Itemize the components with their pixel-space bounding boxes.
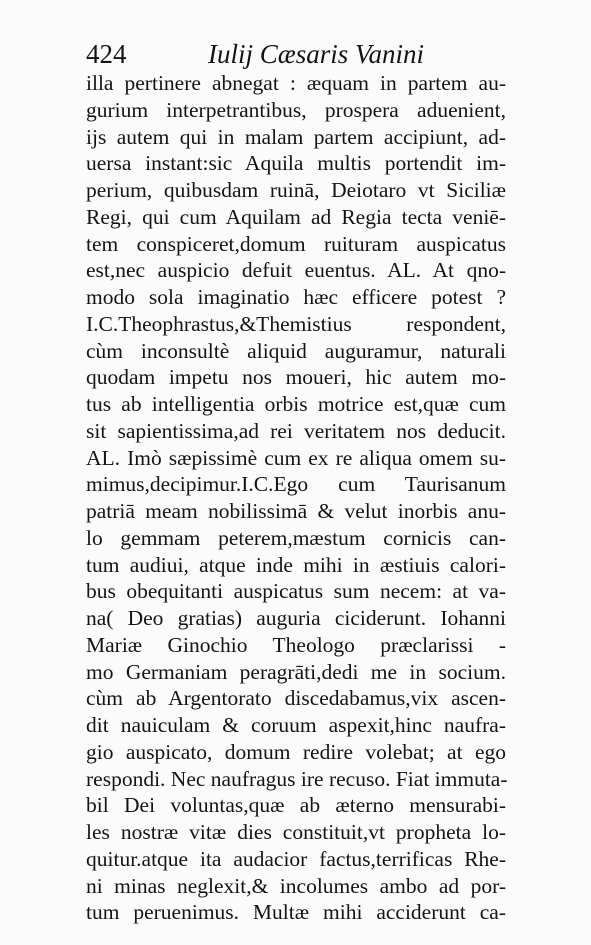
text-line: ijs autem qui in malam partem accipiunt, ad- bbox=[86, 124, 506, 149]
text-line: ni minas neglexit,& incolumes ambo ad por- bbox=[86, 873, 506, 898]
text-line: Mariæ Ginochio Theologo præclarissi - bbox=[86, 632, 506, 657]
text-line: patriā meam nobilissimā & velut inorbis anu- bbox=[86, 499, 506, 523]
text-line: Regi, qui cum Aquilam ad Regia tecta veniē- bbox=[86, 204, 506, 229]
text-line: tum audiui, atque inde mihi in æstiuis calori- bbox=[86, 552, 506, 577]
text-line: mimus,decipimur.I.C.Ego cum Taurisanum bbox=[86, 472, 506, 497]
text-line: modo sola imaginatio hæc efficere potest ? bbox=[86, 285, 506, 309]
text-line: dit nauiculam & coruum aspexit,hinc naufra- bbox=[86, 713, 506, 737]
text-line: perium, quibusdam ruinā, Deiotaro vt Siciliæ bbox=[86, 178, 506, 202]
text-line: gio auspicato, domum redire volebat; at ego bbox=[86, 739, 506, 764]
text-line: quodam impetu nos moueri, hic autem mo- bbox=[86, 365, 506, 390]
text-line: lo gemmam peterem,mæstum cornicis can- bbox=[86, 525, 506, 550]
text-line: na( Deo gratias) auguria ciciderunt. Iohanni bbox=[86, 606, 506, 630]
page-number: 424 bbox=[86, 39, 127, 69]
text-line: cùm inconsultè aliquid auguramur, naturali bbox=[86, 338, 506, 363]
text-line: tum peruenimus. Multæ mihi acciderunt ca- bbox=[86, 900, 506, 925]
text-line: cùm ab Argentorato discedabamus,vix ascen- bbox=[86, 686, 506, 711]
text-line: sit sapientissima,ad rei veritatem nos deducit. bbox=[86, 418, 506, 443]
text-line: respondi. Nec naufragus ire recuso. Fiat immuta- bbox=[86, 766, 508, 791]
text-line: bil Dei voluntas,quæ ab æterno mensurabi- bbox=[86, 793, 506, 818]
text-line: AL. Imò sæpissimè cum ex re aliqua omem su- bbox=[86, 445, 506, 470]
text-line: I.C.Theophrastus,&Themistius respondent, bbox=[86, 311, 506, 336]
text-line: uersa instant:sic Aquila multis portendit im- bbox=[86, 151, 506, 176]
text-line: bus obequitanti auspicatus sum necem: at va- bbox=[86, 579, 506, 604]
text-line: est,nec auspicio defuit euentus. AL. At qno- bbox=[86, 258, 506, 283]
text-line: quitur.atque ita audacior factus,terrificas Rhe- bbox=[86, 846, 506, 871]
body-text bbox=[86, 70, 506, 926]
text-line: tem conspiceret,domum ruituram auspicatus bbox=[86, 231, 506, 256]
running-title: Iulij Cæsaris Vanini bbox=[208, 39, 425, 69]
running-head bbox=[86, 36, 506, 72]
text-line: gurium interpetrantibus, prospera aduenient, bbox=[86, 97, 506, 122]
text-line: les nostræ vitæ dies constituit,vt propheta lo- bbox=[86, 820, 506, 844]
text-line: tus ab intelligentia orbis motrice est,quæ cum bbox=[86, 392, 506, 416]
text-line: illa pertinere abnegat : æquam in partem au- bbox=[86, 71, 506, 95]
text-line: mo Germaniam peragrāti,dedi me in socium. bbox=[86, 659, 506, 684]
